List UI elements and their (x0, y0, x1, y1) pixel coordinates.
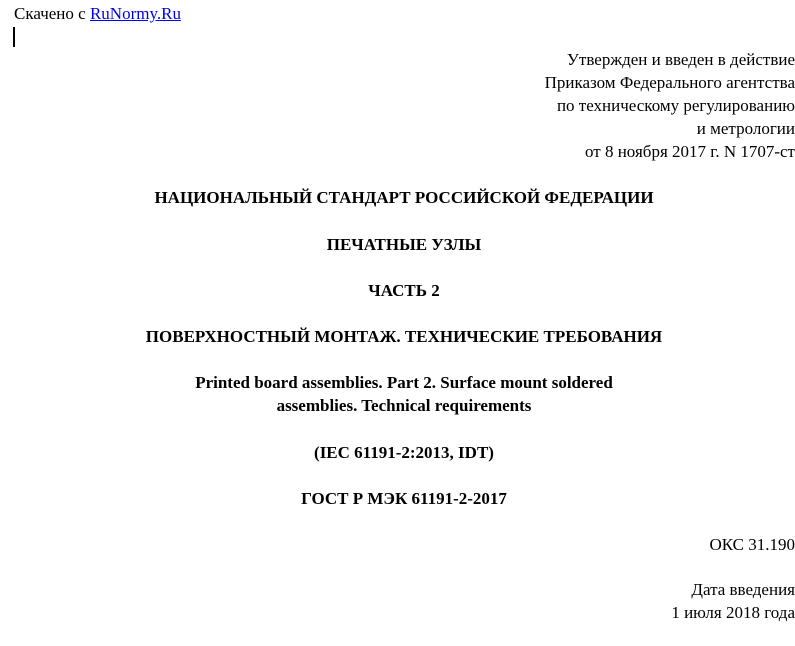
effective-date-value: 1 июля 2018 года (671, 603, 795, 622)
source-line (14, 4, 181, 24)
approval-line: Приказом Федерального агентства (544, 73, 795, 92)
oks-code: ОКС 31.190 (709, 535, 795, 554)
part-heading: ЧАСТЬ 2 (368, 281, 440, 300)
approval-line: Утвержден и введен в действие (566, 50, 795, 69)
approval-line: и метрологии (696, 119, 795, 138)
english-title-line-1: Printed board assemblies. Part 2. Surface mount soldered (195, 373, 613, 392)
english-title-line-2: assemblies. Technical requirements (276, 396, 532, 415)
approval-line: от 8 ноября 2017 г. N 1707-ст (585, 142, 795, 161)
approval-line: по техническому регулированию (556, 96, 795, 115)
approval-block (395, 48, 795, 163)
text-caret (13, 27, 15, 47)
runormy-link[interactable]: RuNormy.Ru (89, 4, 181, 23)
source-prefix: Скачено с (14, 4, 90, 23)
document-title: ПЕЧАТНЫЕ УЗЛЫ (326, 235, 482, 254)
effective-date-label: Дата введения (691, 580, 795, 599)
subtitle-heading: ПОВЕРХНОСТНЫЙ МОНТАЖ. ТЕХНИЧЕСКИЕ ТРЕБОВАНИЯ (145, 327, 663, 346)
standard-type-heading: НАЦИОНАЛЬНЫЙ СТАНДАРТ РОССИЙСКОЙ ФЕДЕРАЦИИ (154, 188, 654, 207)
iec-reference: (IEC 61191-2:2013, IDT) (314, 443, 494, 462)
gost-number: ГОСТ Р МЭК 61191-2-2017 (301, 489, 507, 508)
